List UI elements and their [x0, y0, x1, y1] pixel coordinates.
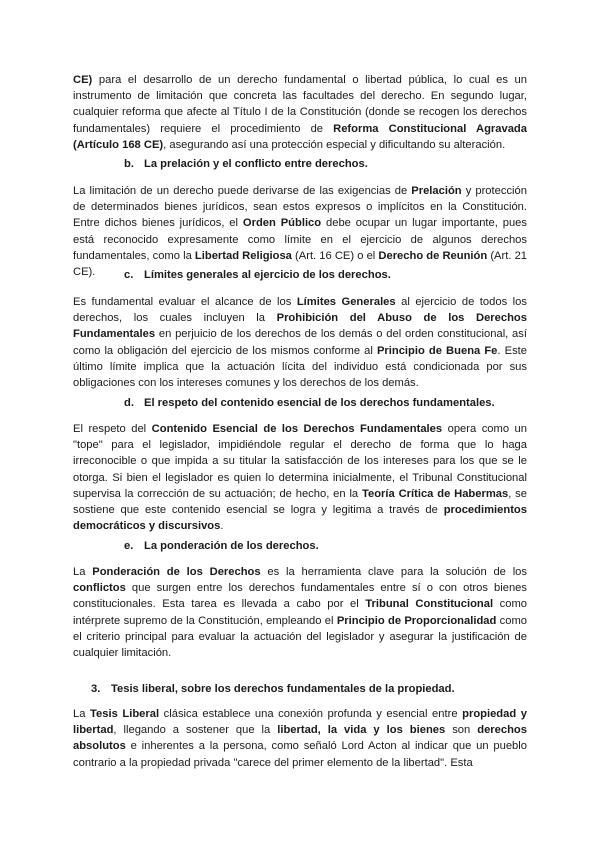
heading-3-number: 3. — [91, 683, 101, 695]
heading-c-text: Límites generales al ejercicio de los derechos. — [144, 269, 391, 281]
bold-term: Tribunal Constitucional — [365, 598, 494, 611]
bold-term: Principio de Buena Fe — [376, 344, 498, 357]
heading-d-text: El respeto del contenido esencial de los derechos fundamentales. — [144, 397, 495, 409]
bold-term: Libertad Religiosa — [194, 249, 292, 262]
text-run: clásica establece una conexión profunda y esencial entre — [159, 708, 463, 720]
text-run: El respeto del — [73, 423, 152, 435]
bold-term: Principio de Proporcionalidad — [336, 614, 497, 627]
bold-term: Tesis Liberal — [90, 708, 160, 720]
text-run: que surgen entre los derechos fundamentales entre sí o con otros bienes constitucionales. Esta tarea es llevada a cabo por el — [73, 582, 527, 611]
text-run: , asegurando así una protección especial y dificultando su alteración. — [163, 138, 506, 151]
heading-3-text: Tesis liberal, sobre los derechos fundamentales de la propiedad. — [111, 683, 455, 695]
paragraph-e — [73, 564, 527, 661]
heading-c — [124, 267, 391, 283]
text-run: La — [73, 708, 91, 720]
heading-c-number: c. — [124, 269, 134, 281]
text-run: como intérprete supremo de la Constitución, empleando el — [73, 598, 527, 627]
text-run: (Art. 16 CE) o el — [291, 249, 379, 262]
bold-term: Orden Público — [242, 217, 322, 230]
heading-d-number: d. — [124, 397, 134, 409]
text-run: para el desarrollo de un derecho fundamental o libertad pública, lo cual es un instrumento de limitación que concreta las facultades del derecho. En segundo lugar, cualquier reforma que afecte al Título I de la Constitución (donde se recogen los derechos fundamentales) requiere el procedimiento de — [73, 74, 527, 135]
bold-term: derechos absolutos — [73, 724, 527, 753]
text-run: como el criterio principal para evaluar la actuación del legislador y asegurar la justificación de cualquier limitación. — [73, 614, 528, 660]
bold-term: procedimientos democráticos y discursivos — [73, 504, 527, 533]
text-run: , se sostiene que este contenido esencial se logra y legitima a través de — [73, 487, 527, 517]
text-run: . — [220, 520, 224, 533]
bold-term: conflictos — [73, 582, 126, 595]
text-run: son — [445, 724, 478, 737]
paragraph-intro — [73, 72, 527, 153]
text-run: La — [73, 566, 93, 578]
text-run: Es fundamental evaluar el alcance de los — [73, 296, 297, 308]
bold-term: libertad, la vida y los bienes — [277, 724, 446, 737]
heading-b-text: La prelación y el conflicto entre derechos. — [144, 158, 368, 170]
paragraph-3 — [73, 706, 527, 771]
text-run: debe ocupar un lugar importante, pues está reconocido expresamente como límite en el ejercicio de algunos derechos fundamentales, como la — [73, 217, 528, 262]
bold-term: Prohibición del Abuso de los Derechos Fundamentales — [73, 312, 527, 341]
heading-e — [124, 538, 319, 554]
bold-term: Reforma Constitucional Agravada (Artículo 168 CE) — [73, 122, 527, 151]
text-run: en perjuicio de los derechos de los demás o del orden constitucional, así como la obligación del ejercicio de los mismos conforme al — [73, 328, 527, 357]
paragraph-c — [73, 294, 527, 391]
text-run: . Este último límite implica que la actuación lícita del individuo está condicionada por sus obligaciones con los intereses comunes y los derechos de los demás. — [73, 344, 527, 390]
heading-e-text: La ponderación de los derechos. — [144, 540, 319, 552]
text-run: al ejercicio de todos los derechos, los cuales incluyen la — [73, 296, 527, 325]
text-run: , llegando a sostener que la — [113, 724, 278, 737]
text-run: opera como un "tope" para el legislador, impidiéndole regular el derecho de forma que lo haga irreconocible o que impida a su titular la satisfacción de los intereses para los que se le otorga. Si bien el legislador es quien lo determina inicialmente, el Tribunal Constitucional supervisa la corrección de su actuación; de hecho, en la — [73, 423, 527, 500]
heading-d — [124, 395, 495, 411]
paragraph-d — [73, 421, 527, 534]
bold-term: CE) — [73, 74, 93, 86]
bold-term: Límites Generales — [296, 296, 396, 308]
text-run: (Art. 21 CE). — [73, 249, 528, 279]
heading-b-number: b. — [124, 158, 134, 170]
bold-term: propiedad y libertad — [73, 708, 527, 737]
heading-b — [124, 156, 368, 172]
bold-term: Contenido Esencial de los Derechos Fundamentales — [151, 423, 443, 435]
bold-term: Teoría Crítica de Habermas — [362, 487, 509, 500]
heading-3 — [91, 681, 455, 697]
text-run: e inherentes a la persona, como señaló Lord Acton al indicar que un pueblo contrario a la propiedad privada "carece del primer elemento de la libertad". Esta — [73, 740, 527, 769]
text-run: La limitación de un derecho puede derivarse de las exigencias de — [73, 185, 412, 197]
bold-term: Ponderación de los Derechos — [92, 566, 261, 578]
text-run: y protección de determinados bienes jurídicos, sean estos expresos o implícitos en la Constitución. Entre dichos bienes jurídicos, el — [73, 185, 527, 230]
heading-e-number: e. — [124, 540, 134, 552]
text-run: es la herramienta clave para la solución de los — [260, 566, 527, 578]
bold-term: Derecho de Reunión — [378, 249, 488, 262]
paragraph-b — [73, 183, 527, 280]
bold-term: Prelación — [411, 185, 462, 197]
